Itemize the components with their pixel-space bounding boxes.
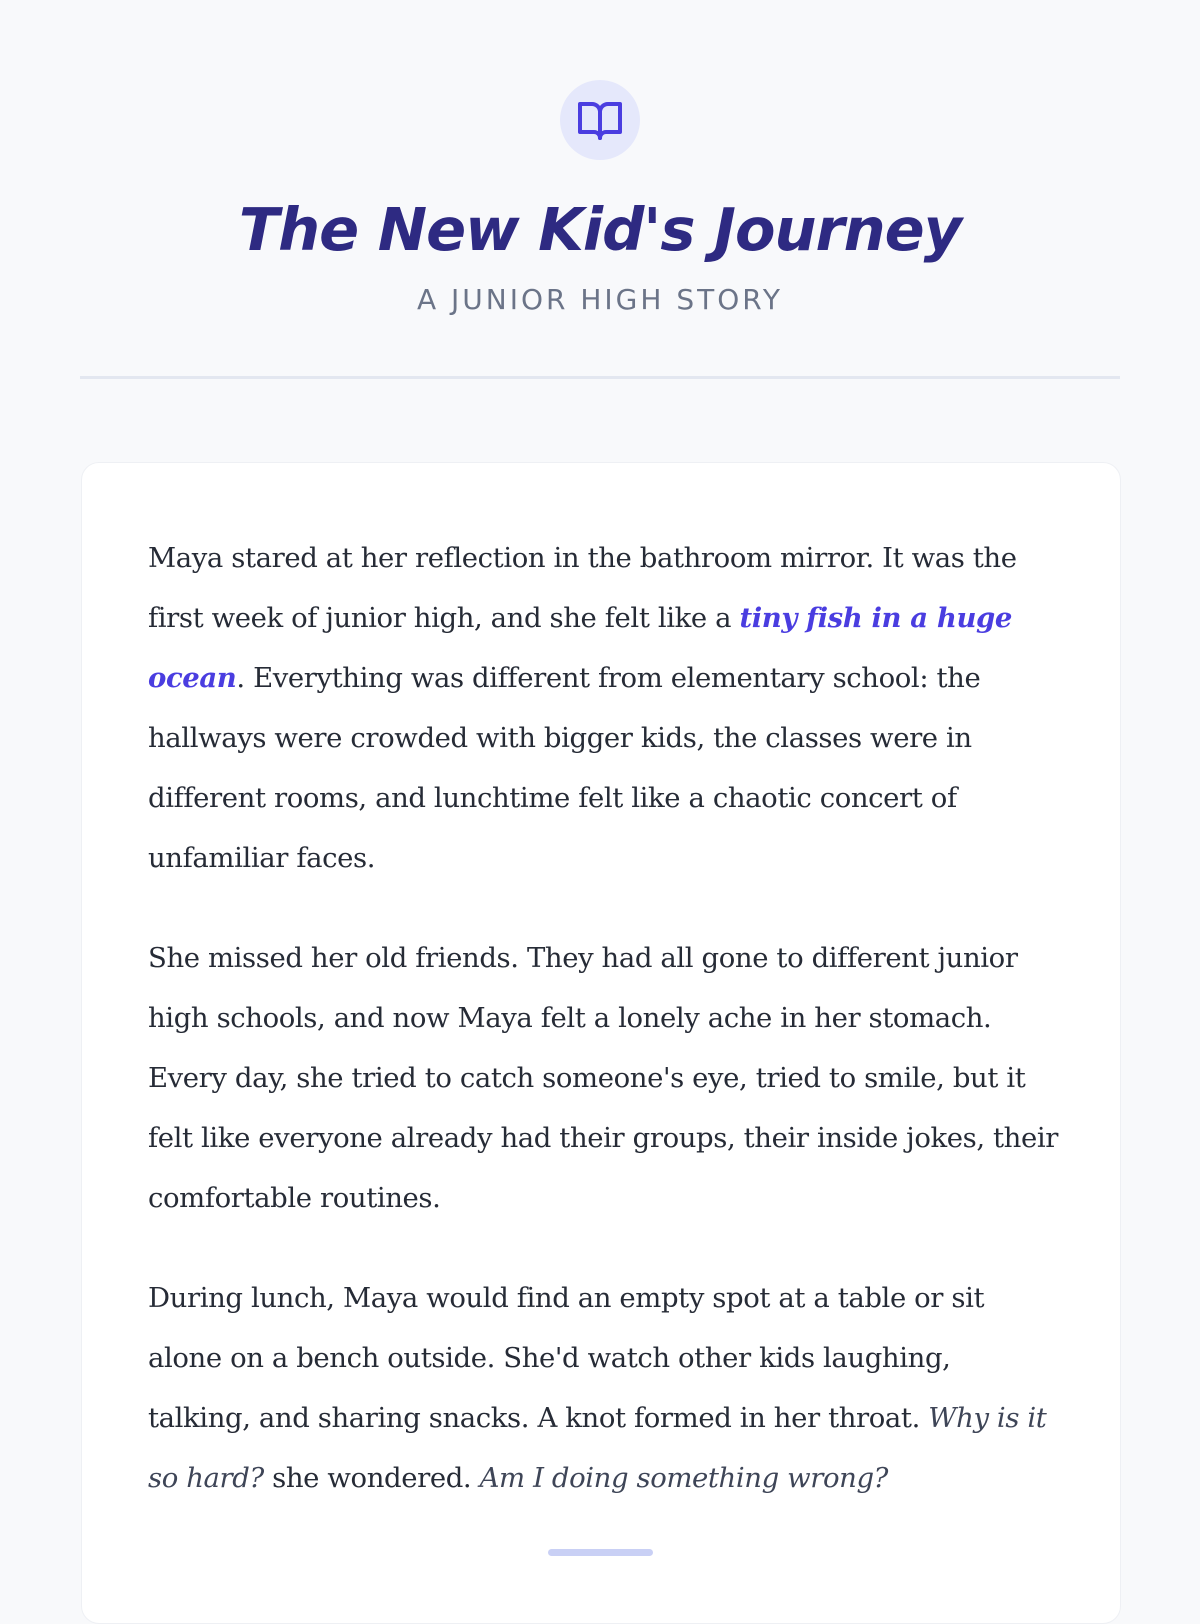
story-paragraph-2: She missed her old friends. They had all gone to different junior high schools, and now Maya felt a lonely ache in her stomach. Every day, she tried to catch someone's eye, tried to smile, but it felt like everyone already had their groups, their inside jokes, their comfortable routines. <box>148 942 1058 1214</box>
story-paragraph-1 <box>148 528 1058 888</box>
open-book-icon <box>576 96 624 144</box>
story-body <box>148 528 1058 1548</box>
page-subtitle: A JUNIOR HIGH STORY <box>416 283 784 316</box>
section-end-divider <box>548 1549 653 1556</box>
book-icon-badge <box>560 80 640 160</box>
paragraph-1-text-end: . Everything was different from elementary school: the hallways were crowded with bigger kids, the classes were in different rooms, and lunchtime felt like a chaotic concert of unfamiliar faces. <box>148 662 981 874</box>
header-divider <box>80 376 1120 379</box>
paragraph-3-text-middle: she wondered. <box>263 1462 480 1494</box>
highlighted-phrase: tiny fish in a huge ocean <box>148 602 1012 694</box>
story-paragraph-3 <box>148 1268 1058 1508</box>
paragraph-1-text-start: Maya stared at her reflection in the bathroom mirror. It was the first week of junior high, and she felt like a <box>148 542 1017 634</box>
inner-thought-2: Am I doing something wrong? <box>479 1462 889 1494</box>
page-title: The New Kid's Journey <box>238 195 962 264</box>
inner-thought-1: Why is it so hard? <box>148 1402 1047 1494</box>
paragraph-3-text-start: During lunch, Maya would find an empty spot at a table or sit alone on a bench outside. She'd watch other kids laughing, talking, and sharing snacks. A knot formed in her throat. <box>148 1282 985 1434</box>
